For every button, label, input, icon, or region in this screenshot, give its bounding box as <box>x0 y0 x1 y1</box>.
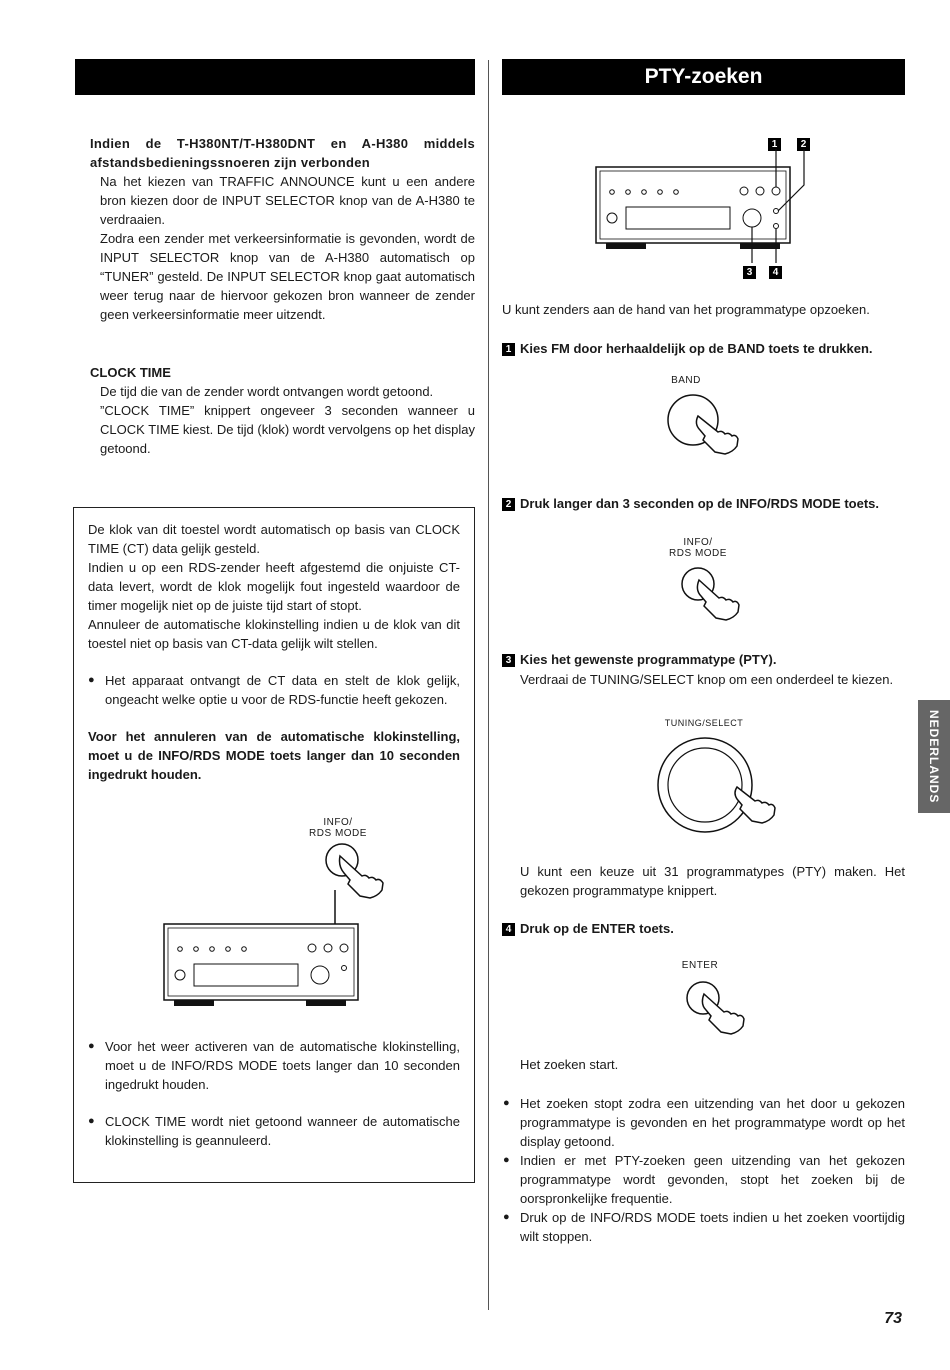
page-number: 73 <box>884 1310 902 1327</box>
result-bullet: ● Indien er met PTY-zoeken geen uitzending van het gekozen programmatype wordt gevonden, stopt het zoeken bij de oorspronkelijke frequentie. <box>503 1151 905 1208</box>
step-number: 1 <box>502 343 515 356</box>
band-button-illustration <box>660 390 750 460</box>
page-title: PTY-zoeken <box>644 65 763 88</box>
step-number: 3 <box>502 654 515 667</box>
note-bullet: ● Voor het weer activeren van de automatische klokinstelling, moet u de INFO/RDS MODE toets langer dan 10 seconden ingedrukt houden. <box>88 1037 460 1094</box>
section-paragraph: Na het kiezen van TRAFFIC ANNOUNCE kunt u een andere bron kiezen door de INPUT SELECTOR knop van de A-H380 te verdraaien. <box>100 174 475 227</box>
note-bullet: ● CLOCK TIME wordt niet getoond wanneer de automatische klokinstelling is geannuleerd. <box>88 1112 460 1150</box>
device-illustration-right <box>590 145 815 265</box>
note-paragraph: De klok van dit toestel wordt automatisch op basis van CLOCK TIME (CT) data gelijk gesteld. <box>88 522 460 556</box>
info-button-illustration <box>675 562 755 622</box>
step-4-text: Druk op de ENTER toets. <box>520 921 674 936</box>
section-paragraph: Zodra een zender met verkeersinformatie is gevonden, wordt de INPUT SELECTOR knop van de A-H380 automatisch op “TUNER” gesteld. De INPUT SELECTOR knop gaat automatisch weer terug naar de hiervoor gekozen bron wanneer de zender geen verkeersinformatie meer uitzendt. <box>100 231 475 322</box>
clock-time-paragraph: ”CLOCK TIME” knippert ongeveer 3 seconden wanneer u CLOCK TIME kiest. De tijd (klok) wordt vervolgens op het display getoond. <box>100 403 475 456</box>
device-illustration-left <box>160 920 365 1010</box>
callout-1: 1 <box>768 135 786 153</box>
pointing-hand-icon <box>340 856 384 898</box>
pointing-hand-icon <box>697 580 739 620</box>
button-label-line: RDS MODE <box>309 828 367 839</box>
step-4 <box>502 919 905 938</box>
note-paragraph: Annuleer de automatische klokinstelling indien u de klok van dit toestel niet op basis van CT-data gelijk wilt stellen. <box>88 617 460 651</box>
step-2 <box>502 494 905 513</box>
clock-time-title: CLOCK TIME <box>90 365 171 380</box>
button-label-line: INFO/ <box>323 817 353 828</box>
callout-3: 3 <box>743 263 761 281</box>
language-tab: NEDERLANDS <box>918 700 950 813</box>
callout-2: 2 <box>797 135 815 153</box>
info-rds-mode-label <box>648 537 748 559</box>
left-section-1 <box>90 134 475 324</box>
callout-4: 4 <box>769 263 787 281</box>
result-bullet: ● Het zoeken stopt zodra een uitzending van het door u gekozen programmatype is gevonden en het programmatype wordt op het display getoond. <box>503 1094 905 1151</box>
column-divider <box>488 60 489 1310</box>
note-bullet: ● Het apparaat ontvangt de CT data en stelt de klok gelijk, ongeacht welke optie u voor de RDS-functie heeft gekozen. <box>88 671 460 709</box>
note-box-content <box>88 520 460 784</box>
step-3 <box>502 650 905 669</box>
tuning-select-label: TUNING/SELECT <box>664 718 744 728</box>
left-header-bar <box>75 59 475 95</box>
button-label-line: INFO/ <box>683 537 713 548</box>
step-1 <box>502 339 905 358</box>
right-header-bar <box>502 59 905 95</box>
clock-time-paragraph: De tijd die van de zender wordt ontvangen wordt getoond. <box>100 384 434 399</box>
step-number: 2 <box>502 498 515 511</box>
section-title: Indien de T-H380NT/T-H380DNT en A-H380 middels afstandsbedieningssnoeren zijn verbonden <box>90 136 475 170</box>
note-paragraph: Indien u op een RDS-zender heeft afgestemd die onjuiste CT-data levert, wordt de klok mogelijk fout ingesteld waardoor de timer mogelijk niet op de juiste tijd start of stopt. <box>88 560 460 613</box>
tuning-select-knob <box>658 738 752 832</box>
step-2-text: Druk langer dan 3 seconden op de INFO/RDS MODE toets. <box>520 496 879 511</box>
right-bullets <box>503 1094 905 1246</box>
result-bullet: ● Druk op de INFO/RDS MODE toets indien u het zoeken voortijdig wilt stoppen. <box>503 1208 905 1246</box>
note-bold-instruction: Voor het annuleren van de automatische klokinstelling, moet u de INFO/RDS MODE toets langer dan 10 seconden ingedrukt houden. <box>88 729 460 782</box>
button-label-line: RDS MODE <box>669 548 727 559</box>
enter-label: ENTER <box>681 960 719 971</box>
info-rds-mode-label <box>288 817 388 839</box>
step-3-note: U kunt een keuze uit 31 programmatypes (PTY) maken. Het gekozen programmatype knippert. <box>520 864 905 898</box>
clock-time-section <box>90 363 475 458</box>
pointing-hand-icon <box>702 994 744 1034</box>
intro-text: U kunt zenders aan de hand van het programmatype opzoeken. <box>502 302 870 317</box>
step-1-text: Kies FM door herhaaldelijk op de BAND toets te drukken. <box>520 341 873 356</box>
enter-button-illustration <box>680 978 760 1038</box>
tuning-knob-illustration <box>625 735 785 845</box>
note-box-bullets <box>88 1037 460 1150</box>
band-label: BAND <box>671 375 701 386</box>
step-number: 4 <box>502 923 515 936</box>
step-3-instruction: Verdraai de TUNING/SELECT knop om een onderdeel te kiezen. <box>520 672 894 687</box>
search-start-text: Het zoeken start. <box>520 1057 619 1072</box>
step-3-text: Kies het gewenste programmatype (PTY). <box>520 652 777 667</box>
pointing-hand-icon <box>735 787 775 823</box>
